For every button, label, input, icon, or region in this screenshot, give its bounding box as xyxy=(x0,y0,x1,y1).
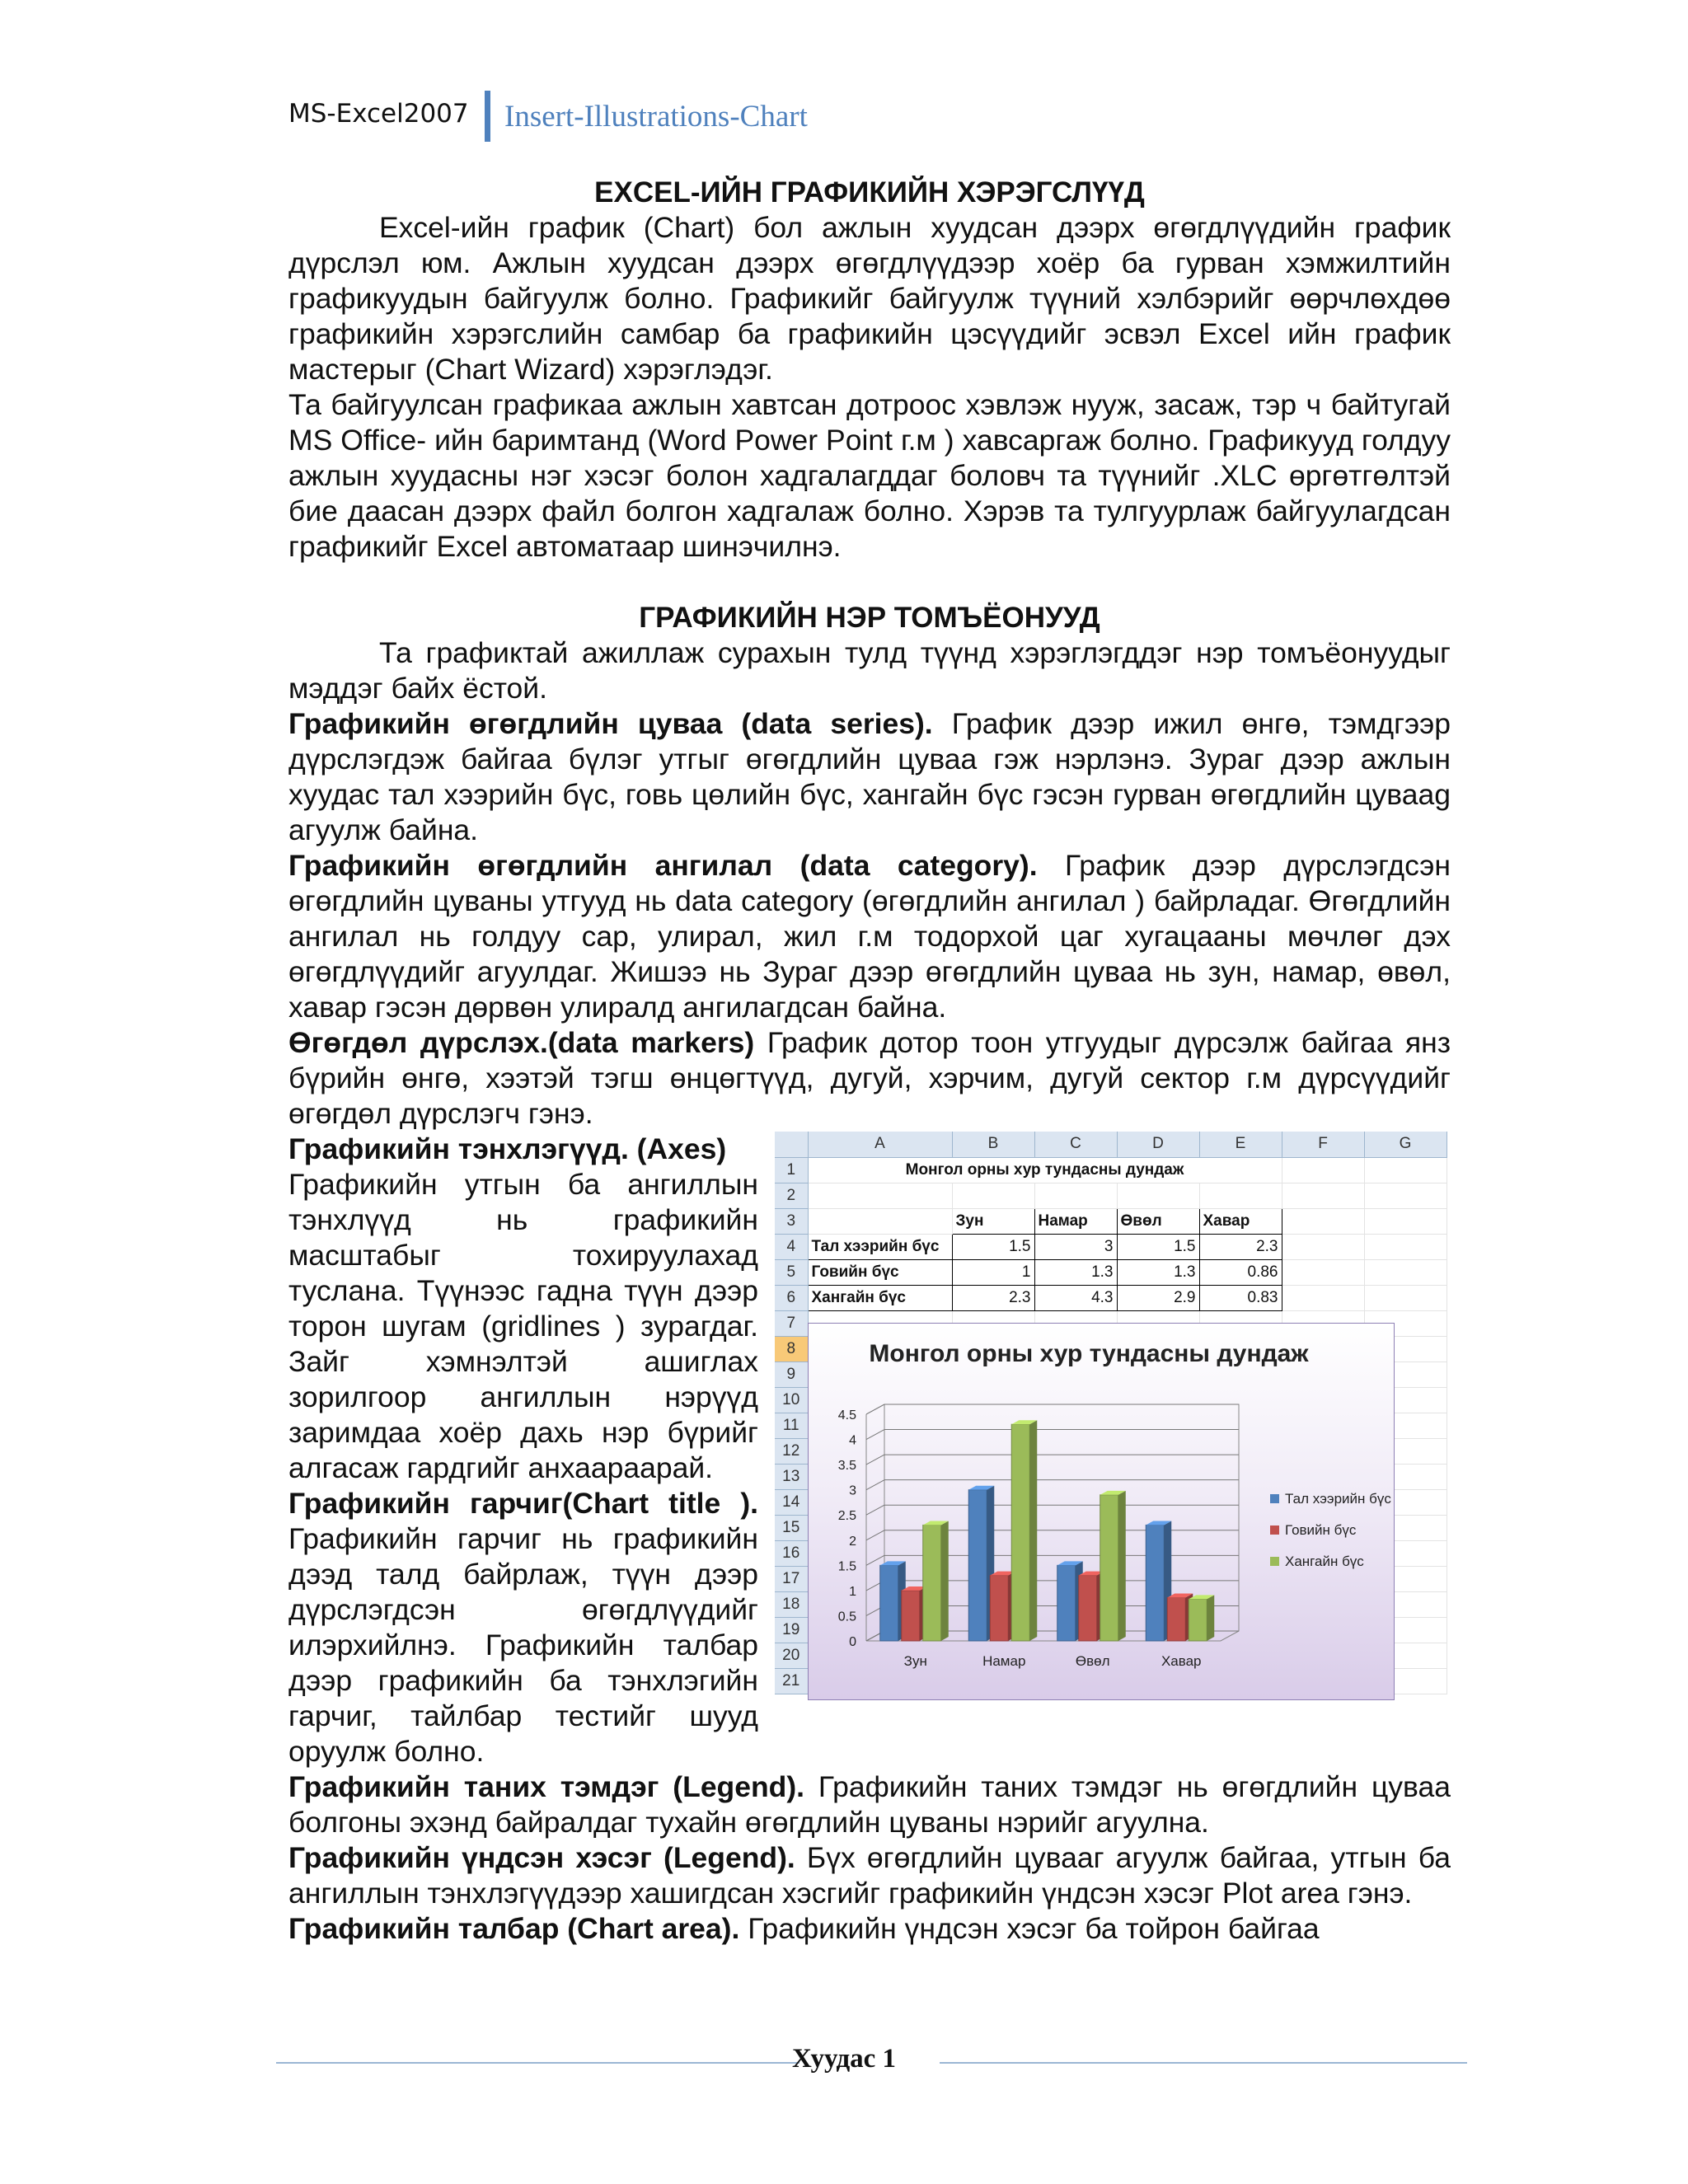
chart-gridline xyxy=(866,1555,884,1565)
region-label: Хангайн бүс xyxy=(808,1285,952,1310)
section2-intro: Та графиктай ажиллаж сурахын тулд түүнд хэрэглэгддэг нэр томъёонуудыг мэддэг байх ёстой. xyxy=(288,636,1451,705)
sheet-row xyxy=(775,1285,1447,1310)
chart-y-tick-label: 2.5 xyxy=(837,1509,856,1524)
legend-swatch xyxy=(1270,1526,1279,1535)
term-legend-label: Графикийн таних тэмдэг (Legend). xyxy=(288,1770,805,1803)
chart-y-axis xyxy=(838,1408,856,1649)
chart-bar-front xyxy=(1057,1565,1076,1641)
season-header: Зун xyxy=(952,1208,1034,1234)
legend-item xyxy=(1270,1554,1364,1569)
legend-item xyxy=(1270,1491,1391,1507)
chart-bar-side xyxy=(941,1521,949,1641)
row-header: 18 xyxy=(775,1591,808,1617)
chart-x-axis xyxy=(904,1653,1202,1669)
chart-y-tick-label: 3 xyxy=(849,1483,856,1498)
data-cell: 1.5 xyxy=(952,1234,1034,1259)
row-header: 4 xyxy=(775,1234,808,1259)
chart-bar xyxy=(923,1521,949,1641)
table-title-cell: Монгол орны хур тундасны дундаж xyxy=(808,1157,1282,1183)
column-header: F xyxy=(1282,1132,1364,1157)
chart-bar-front xyxy=(1079,1576,1097,1641)
chart-bar-front xyxy=(1100,1495,1118,1641)
row-header: 6 xyxy=(775,1285,808,1310)
chart-title: Монгол орны хур тундасны дундаж xyxy=(869,1340,1309,1367)
page-body xyxy=(288,175,1451,1947)
chart-bar-front xyxy=(990,1576,1008,1641)
row-header: 1 xyxy=(775,1157,808,1183)
chart-gridline xyxy=(866,1430,884,1440)
term-data-category-text: График дээр дүрслэгдсэн өгөгдлийн цуваны утгууд нь data category (өгөгдлийн ангилал ) байрладаг. Өгөгдлийн ангилал нь голдуу сар, улирал, жил г.м тодорхой цаг хугацааны мөчлөг дэх өгөгдлүүдийг агуулдаг. Жишээ нь Зураг дээр өгөгдлийн цуваа нь зун, намар, өвөл, хавар гэсэн дөрвөн улиралд ангилагдсан байна. xyxy=(288,849,1451,1024)
data-cell: 1 xyxy=(952,1259,1034,1285)
term-plot-area-label: Графикийн үндсэн хэсэг (Legend). xyxy=(288,1841,795,1874)
row-header: 15 xyxy=(775,1515,808,1540)
chart-y-tick-label: 2 xyxy=(849,1534,856,1549)
row-header: 17 xyxy=(775,1566,808,1591)
data-cell: 4.3 xyxy=(1034,1285,1117,1310)
legend-label: Тал хээрийн бүс xyxy=(1285,1491,1391,1507)
column-header: G xyxy=(1364,1132,1447,1157)
chart-bar-front xyxy=(1011,1424,1029,1641)
sheet-row xyxy=(775,1157,1447,1183)
row-header: 10 xyxy=(775,1387,808,1413)
legend-label: Говийн бүс xyxy=(1285,1522,1357,1538)
row-header: 7 xyxy=(775,1310,808,1336)
chart-bar-front xyxy=(1167,1597,1185,1641)
term-chart-title-text: Графикийн гарчиг нь графикийн дээд талд байрлаж, түүн дээр дүрслэгдсэн өгөгдлүүдийг илэрхийлнэ. Графикийн талбар дээр графикийн ба тэнхлэгийн гарчиг, тайлбар тестийг шууд оруулж болно. xyxy=(288,1522,758,1768)
term-data-category xyxy=(288,848,1451,1025)
term-axes-label: Графикийн тэнхлэгүүд. (Axes) xyxy=(288,1132,727,1165)
row-header: 8 xyxy=(775,1336,808,1361)
term-data-markers xyxy=(288,1025,1451,1132)
term-data-markers-label: Өгөгдөл дүрслэх.(data markers) xyxy=(288,1026,755,1059)
chart-bar-front xyxy=(1189,1599,1207,1641)
chart-bar-front xyxy=(968,1490,987,1641)
data-cell: 0.86 xyxy=(1199,1259,1282,1285)
page-number: Хуудас 1 xyxy=(791,2044,897,2074)
region-label: Тал хээрийн бүс xyxy=(808,1234,952,1259)
chart-y-tick-label: 4 xyxy=(849,1433,856,1448)
chart-bar-side xyxy=(1207,1595,1214,1641)
column-header: E xyxy=(1199,1132,1282,1157)
chart-area[interactable] xyxy=(808,1323,1395,1700)
data-cell: 1.3 xyxy=(1034,1259,1117,1285)
chart-y-tick-label: 0 xyxy=(849,1635,856,1649)
chart-bar-side xyxy=(1029,1420,1037,1641)
chart-x-tick-label: Хавар xyxy=(1160,1653,1202,1669)
term-data-series-label: Графикийн өгөгдлийн цуваа (data series). xyxy=(288,707,933,740)
sheet-row xyxy=(775,1259,1447,1285)
data-cell: 2.9 xyxy=(1117,1285,1199,1310)
chart-gridline xyxy=(866,1480,884,1490)
section2-title: ГРАФИКИЙН НЭР ТОМЪЁОНУУД xyxy=(639,602,1100,634)
row-header: 19 xyxy=(775,1617,808,1643)
chart-bar-side xyxy=(1118,1491,1126,1641)
region-label: Говийн бүс xyxy=(808,1259,952,1285)
column-header: D xyxy=(1117,1132,1199,1157)
data-cell: 1.3 xyxy=(1117,1259,1199,1285)
term-axes-text: Графикийн утгын ба ангиллын тэнхлүүд нь графикийн масштабыг тохируулахад туслана. Түүнээс гадна түүн дээр торон шугам (gridlines ) зурагдаг. Зайг хэмнэлтэй ашиглах зорилгоор ангиллын нэрүүд заримдаа хоёр дахь нэр бүрийг алгасаж гардгийг анхаараарай. xyxy=(288,1168,758,1484)
term-data-category-label: Графикийн өгөгдлийн ангилал (data category). xyxy=(288,849,1038,882)
chart-gridline xyxy=(866,1455,884,1465)
chart-x-tick-label: Намар xyxy=(982,1653,1026,1669)
data-cell: 2.3 xyxy=(1199,1234,1282,1259)
row-header: 9 xyxy=(775,1361,808,1387)
data-cell: 0.83 xyxy=(1199,1285,1282,1310)
chart-svg xyxy=(809,1324,1394,1699)
chart-gridline xyxy=(866,1505,884,1515)
section1-title: EXCEL-ИЙН ГРАФИКИЙН ХЭРЭГСЛҮҮД xyxy=(594,176,1145,209)
chart-bar-front xyxy=(902,1591,920,1641)
row-header: 11 xyxy=(775,1413,808,1438)
sheet-row xyxy=(775,1234,1447,1259)
section1-paragraph-2: Та байгуулсан графикаа ажлын хавтсан дотроос хэвлэж нууж, засаж, тэр ч байтугай MS Office- ийн баримтанд (Word Power Point г.м ) хавсаргаж болно. Графикууд голдуу ажлын хуудасны нэг хэсэг болон хадгалагддаг боловч та түүнийг .XLC өргөтгөлтэй бие даасан дээрх файл болгон хадгалаж болно. Хэрэв та тулгуурлаж байгуулагдсан графикийг Excel автоматаар шинэчилнэ. xyxy=(288,388,1451,563)
chart-bar-front xyxy=(923,1525,941,1641)
chart-gridline xyxy=(866,1530,884,1540)
header-divider xyxy=(485,91,490,142)
data-cell: 3 xyxy=(1034,1234,1117,1259)
chart-y-tick-label: 3.5 xyxy=(837,1459,856,1474)
column-header: C xyxy=(1034,1132,1117,1157)
header-section-title: Insert-Illustrations-Chart xyxy=(504,100,808,134)
chart-x-tick-label: Зун xyxy=(903,1653,927,1669)
sheet-row xyxy=(775,1183,1447,1208)
term-chart-title-label: Графикийн гарчиг(Chart title ). xyxy=(288,1487,758,1520)
chart-bar xyxy=(1011,1420,1037,1641)
column-header-row xyxy=(775,1132,1447,1157)
corner-cell xyxy=(775,1132,808,1157)
term-chart-area xyxy=(288,1911,1451,1947)
chart-y-tick-label: 1 xyxy=(849,1584,856,1599)
chart-y-tick-label: 4.5 xyxy=(837,1408,856,1422)
term-chart-area-text: Графикийн үндсэн хэсэг ба тойрон байгаа xyxy=(739,1912,1320,1945)
row-header: 2 xyxy=(775,1183,808,1208)
season-header: Намар xyxy=(1034,1208,1117,1234)
sheet-row xyxy=(775,1208,1447,1234)
legend-swatch xyxy=(1270,1557,1279,1566)
column-header: B xyxy=(952,1132,1034,1157)
chart-legend[interactable] xyxy=(1270,1491,1391,1569)
chart-bar xyxy=(1100,1491,1126,1641)
chart-bar xyxy=(1189,1595,1214,1641)
chart-gridline xyxy=(866,1404,884,1414)
row-header: 16 xyxy=(775,1540,808,1566)
term-data-series xyxy=(288,706,1451,848)
season-header: Өвөл xyxy=(1117,1208,1199,1234)
row-header: 20 xyxy=(775,1643,808,1668)
row-header: 21 xyxy=(775,1668,808,1694)
chart-y-tick-label: 1.5 xyxy=(837,1559,856,1574)
term-data-markers-text: График дотор тоон утгуудыг дүрсэлж байгаа янз бүрийн өнгө, хээтэй тэгш өнцөгтүүд, дугуй, хэрчим, дугуй сектор г.м дүрсүүдийг өгөгдөл дүрслэгч гэнэ. xyxy=(288,1026,1451,1130)
data-cell: 2.3 xyxy=(952,1285,1034,1310)
term-chart-area-label: Графикийн талбар (Chart area). xyxy=(288,1912,740,1945)
term-plot-area xyxy=(288,1840,1451,1911)
term-legend xyxy=(288,1769,1451,1840)
chart-x-tick-label: Өвөл xyxy=(1075,1653,1110,1669)
legend-label: Хангайн бүс xyxy=(1285,1554,1364,1569)
row-header: 14 xyxy=(775,1489,808,1515)
term-data-series-text: График дээр ижил өнгө, тэмдгээр дүрслэгдэж байгаа бүлэг утгыг өгөгдлийн цуваа гэж нэрлэнэ. Зураг дээр ажлын хуудас тал хээрийн бүс, говь цөлийн бүс, хангайн бүс гэсэн гурван өгөгдлийн цуваag агуулж байна. xyxy=(288,707,1451,846)
row-header: 5 xyxy=(775,1259,808,1285)
legend-swatch xyxy=(1270,1494,1279,1503)
section1-paragraph-1: Excel-ийн график (Chart) бол ажлын хуудсан дээрх өгөгдлүүдийн график дүрслэл юм. Ажлын хуудсан дээрх өгөгдлүүдээр хоёр ба гурван хэмжилтийн графикуудын байгуулж болно. Графикийг байгуулж түүний хэлбэрийг өөрчлөхдөө графикийн хэрэгслийн самбар ба графикийн цэсүүдийг эсвэл Excel ийн график мастерыг (Chart Wizard) хэрэглэдэг. xyxy=(288,211,1451,386)
row-header: 13 xyxy=(775,1464,808,1489)
chart-y-tick-label: 0.5 xyxy=(837,1610,856,1624)
term-plot-area-text: Бүх өгөгдлийн цувааг агуулж байгаа, утгын ба ангиллын тэнхлэгүүдээр хашигдсан хэсгийг графикийн үндсэн хэсэг Plot area гэнэ. xyxy=(288,1841,1451,1910)
data-cell: 1.5 xyxy=(1117,1234,1199,1259)
row-header: 3 xyxy=(775,1208,808,1234)
row-header: 12 xyxy=(775,1438,808,1464)
excel-figure xyxy=(775,1132,1451,1702)
legend-item xyxy=(1270,1522,1357,1538)
chart-bar-front xyxy=(1146,1525,1164,1641)
column-header: A xyxy=(808,1132,952,1157)
header-app-name: MS-Excel2007 xyxy=(288,99,469,129)
chart-bar-front xyxy=(880,1565,898,1641)
season-header: Хавар xyxy=(1199,1208,1282,1234)
term-legend-text: Графикийн таних тэмдэг нь өгөгдлийн цуваа болгоны эхэнд байралдаг тухайн өгөгдлийн цуваны нэрийг агуулна. xyxy=(288,1770,1451,1839)
